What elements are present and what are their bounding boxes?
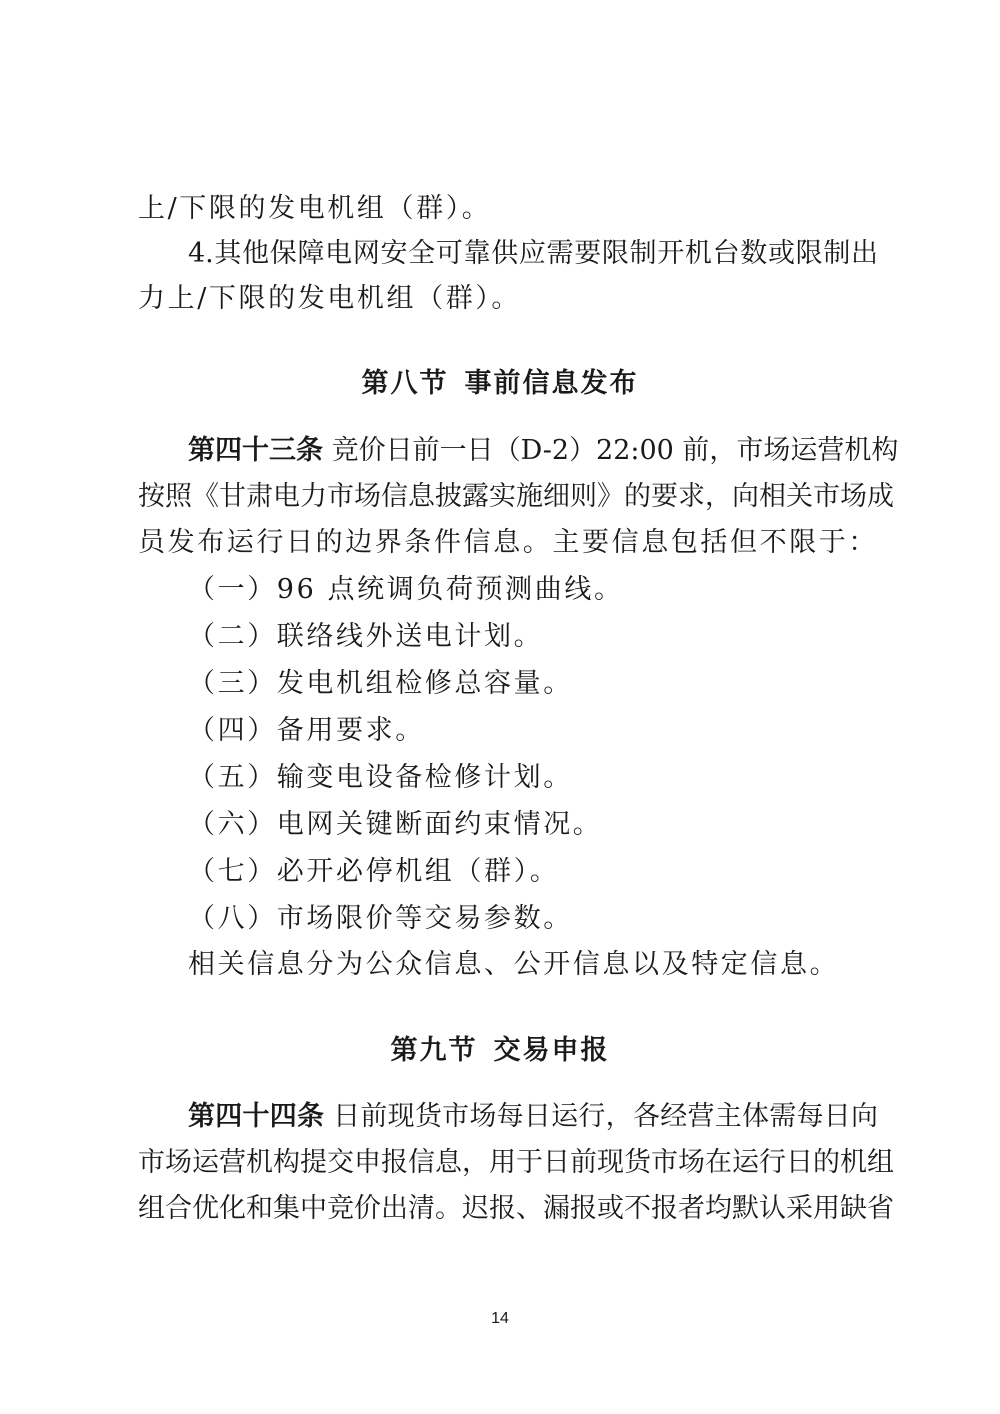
article-43-line-3: 员发布运行日的边界条件信息。主要信息包括但不限于：: [138, 527, 878, 558]
article-44-line-1: 第四十四条 日前现货市场每日运行，各经营主体需每日向: [188, 1101, 878, 1132]
list-item: （一）96 点统调负荷预测曲线。: [188, 574, 624, 605]
list-item: （二）联络线外送电计划。: [188, 621, 544, 652]
list-item: （七）必开必停机组（群）。: [188, 856, 560, 887]
list-item: （三）发电机组检修总容量。: [188, 668, 573, 699]
paragraph-line: 上/下限的发电机组（群）。: [138, 193, 492, 224]
section-title: 交易申报: [493, 1035, 610, 1066]
list-item: （五）输变电设备检修计划。: [188, 762, 573, 793]
section-number: 第九节: [390, 1035, 478, 1066]
section-number: 第八节: [361, 368, 449, 399]
list-item: （四）备用要求。: [188, 715, 425, 746]
paragraph-line: 4.其他保障电网安全可靠供应需要限制开机台数或限制出: [188, 238, 878, 269]
article-44-line-3: 组合优化和集中竞价出清。迟报、漏报或不报者均默认采用缺省: [138, 1193, 894, 1224]
closing-line: 相关信息分为公众信息、公开信息以及特定信息。: [188, 949, 840, 980]
list-item: （八）市场限价等交易参数。: [188, 903, 573, 934]
article-44-line-2: 市场运营机构提交申报信息，用于日前现货市场在运行日的机组: [138, 1147, 894, 1178]
section-heading-9: [0, 1034, 1000, 1068]
section-heading-8: [0, 367, 1000, 401]
list-item: （六）电网关键断面约束情况。: [188, 809, 603, 840]
article-label: 第四十四条: [188, 1101, 325, 1132]
article-43-line-1: 第四十三条 竞价日前一日（D-2）22:00 前，市场运营机构: [188, 435, 899, 466]
article-label: 第四十三条: [188, 435, 323, 466]
section-title: 事前信息发布: [464, 368, 639, 399]
page-number: 14: [491, 1310, 509, 1327]
paragraph-line: 力上/下限的发电机组（群）。: [138, 283, 521, 314]
article-43-line-2: 按照《甘肃电力市场信息披露实施细则》的要求，向相关市场成: [138, 481, 894, 512]
